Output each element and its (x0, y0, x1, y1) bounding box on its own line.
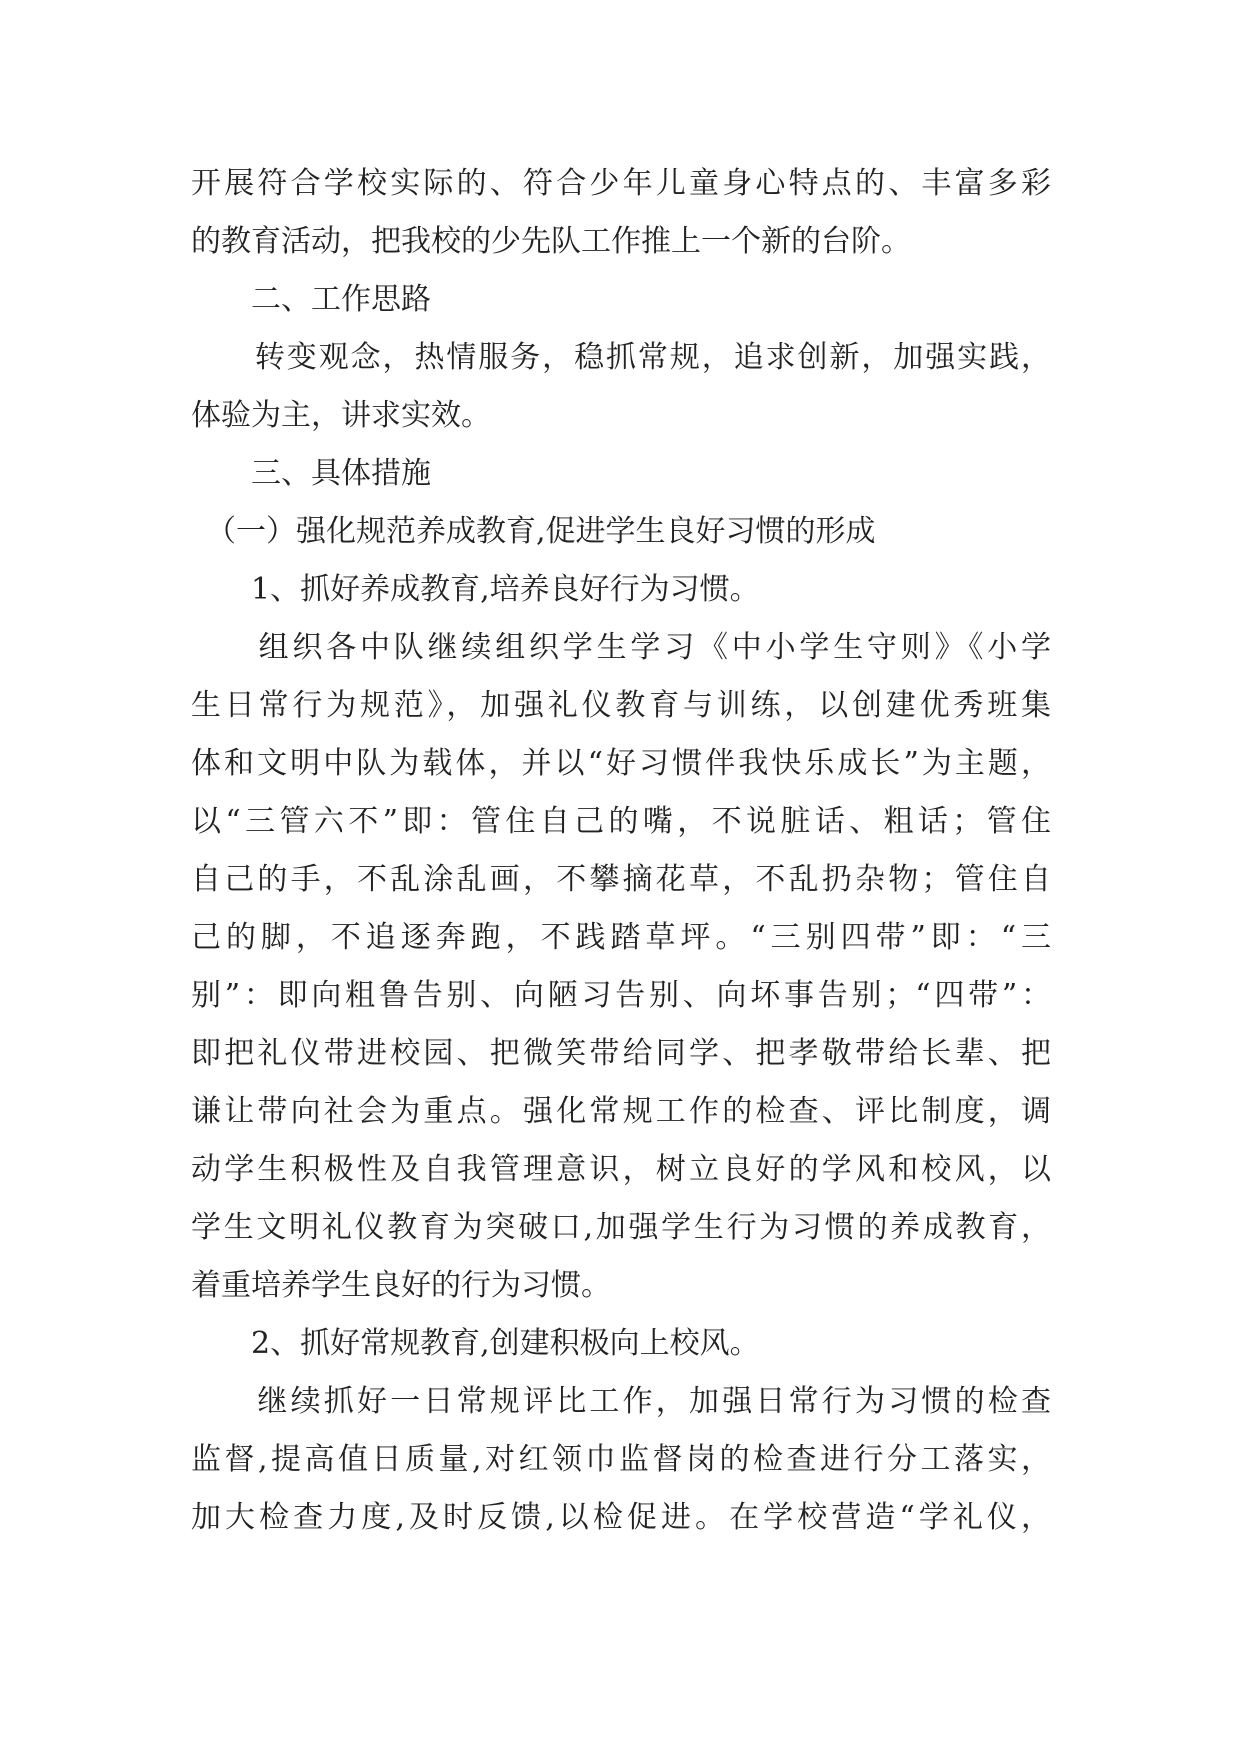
text-line: 着重培养学生良好的行为习惯。 (191, 1268, 611, 1303)
text-line: 监督,提高值日质量,对红领巾监督岗的检查进行分工落实， (191, 1442, 1051, 1477)
text-line: 学生文明礼仪教育为突破口,加强学生行为习惯的养成教育， (191, 1210, 1051, 1245)
item-heading: 2、抓好常规教育,创建积极向上校风。 (191, 1326, 760, 1361)
text-line: 继续抓好一日常规评比工作，加强日常行为习惯的检查 (191, 1384, 1051, 1419)
text-line: 的教育活动，把我校的少先队工作推上一个新的台阶。 (191, 224, 911, 259)
subsection-heading: （一）强化规范养成教育,促进学生良好习惯的形成 (191, 514, 876, 549)
text-line: 别”：即向粗鲁告别、向陋习告别、向坏事告别；“四带”： (191, 978, 1051, 1013)
text-line: 开展符合学校实际的、符合少年儿童身心特点的、丰富多彩 (191, 166, 1051, 201)
text-line: 生日常行为规范》，加强礼仪教育与训练，以创建优秀班集 (191, 688, 1051, 723)
text-line: 转变观念，热情服务，稳抓常规，追求创新，加强实践， (191, 340, 1051, 375)
text-line: 自己的手，不乱涂乱画，不攀摘花草，不乱扔杂物；管住自 (191, 862, 1051, 897)
text-line: 以“三管六不”即：管住自己的嘴，不说脏话、粗话；管住 (191, 804, 1051, 839)
text-line: 谦让带向社会为重点。强化常规工作的检查、评比制度，调 (191, 1094, 1051, 1129)
section-heading: 二、工作思路 (191, 282, 431, 317)
text-line: 组织各中队继续组织学生学习《中小学生守则》《小学 (191, 630, 1051, 665)
text-line: 动学生积极性及自我管理意识，树立良好的学风和校风，以 (191, 1152, 1051, 1187)
text-line: 即把礼仪带进校园、把微笑带给同学、把孝敬带给长辈、把 (191, 1036, 1051, 1071)
text-line: 加大检查力度,及时反馈,以检促进。在学校营造“学礼仪， (191, 1500, 1051, 1535)
text-line: 体验为主，讲求实效。 (191, 398, 491, 433)
document-body (191, 155, 1051, 1547)
text-line: 体和文明中队为载体，并以“好习惯伴我快乐成长”为主题， (191, 746, 1051, 781)
section-heading: 三、具体措施 (191, 456, 431, 491)
item-heading: 1、抓好养成教育,培养良好行为习惯。 (191, 572, 760, 607)
text-line: 己的脚，不追逐奔跑，不践踏草坪。“三别四带”即：“三 (191, 920, 1051, 955)
